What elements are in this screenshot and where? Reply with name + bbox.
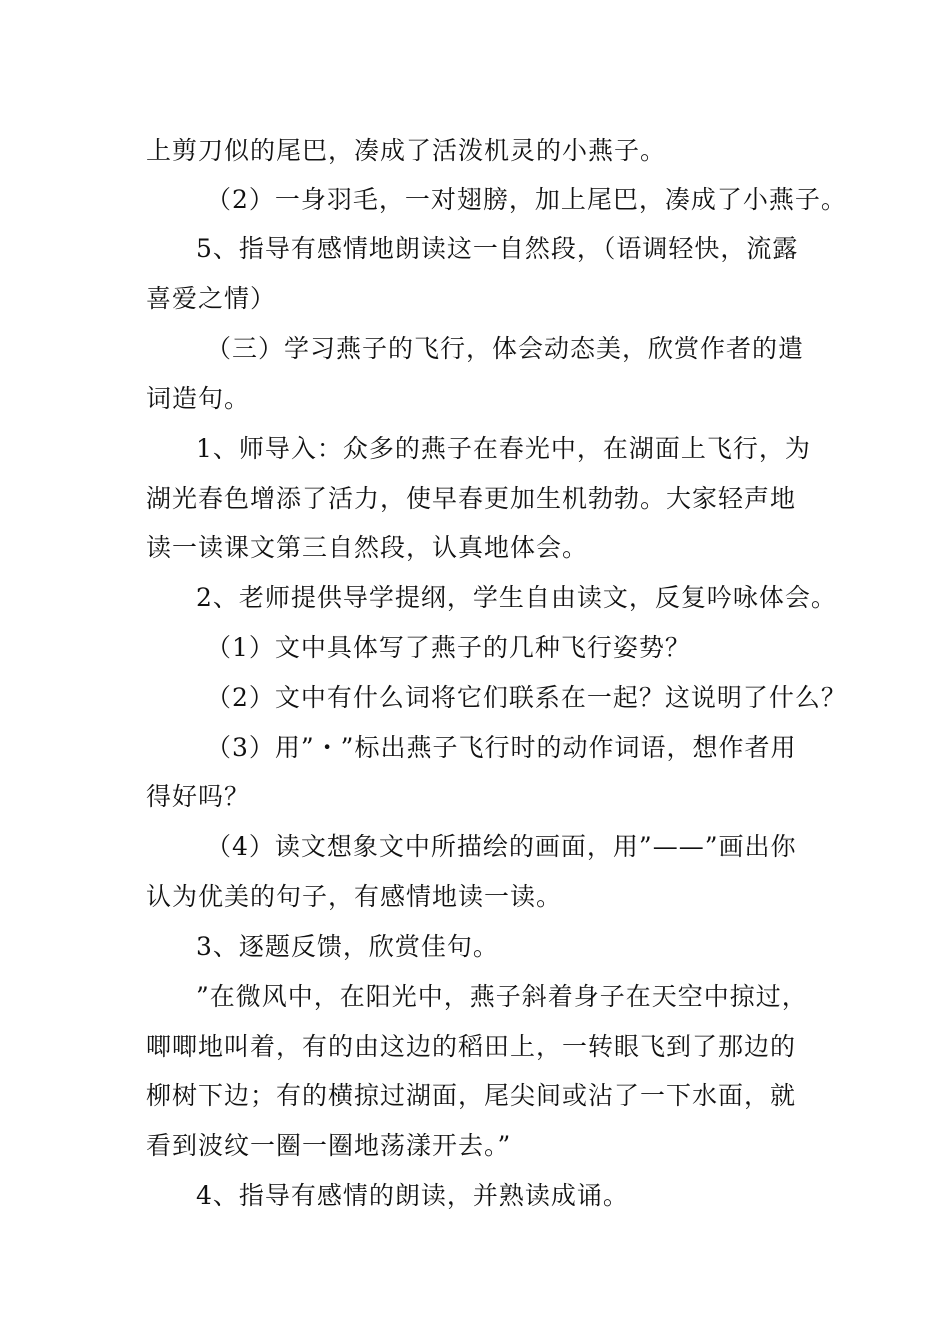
text-line: 5、指导有感情地朗读这一自然段，（语调轻快，流露 (196, 234, 799, 263)
text-line: 喜爱之情） (146, 284, 277, 313)
text-line: ”在微风中，在阳光中，燕子斜着身子在天空中掠过， (196, 982, 808, 1011)
text-line: （2）一身羽毛，一对翅膀，加上尾巴，凑成了小燕子。 (206, 185, 847, 214)
text-line: 读一读课文第三自然段，认真地体会。 (146, 533, 589, 562)
text-line: （1）文中具体写了燕子的几种飞行姿势？ (206, 633, 691, 662)
text-line: 1、师导入：众多的燕子在春光中，在湖面上飞行，为 (196, 434, 811, 463)
text-line: （2）文中有什么词将它们联系在一起？这说明了什么？ (206, 683, 847, 712)
text-line: 看到波纹一圈一圈地荡漾开去。” (146, 1131, 512, 1160)
text-line: 2、老师提供导学提纲，学生自由读文，反复吟咏体会。 (196, 583, 837, 612)
text-line: 3、逐题反馈，欣赏佳句。 (196, 932, 499, 961)
text-line: 词造句。 (146, 384, 251, 413)
text-line: （三）学习燕子的飞行，体会动态美，欣赏作者的遣 (206, 334, 805, 363)
text-line: （4）读文想象文中所描绘的画面，用”——”画出你 (206, 832, 797, 861)
text-line: 湖光春色增添了活力，使早春更加生机勃勃。大家轻声地 (146, 484, 797, 513)
text-line: 认为优美的句子，有感情地读一读。 (146, 882, 563, 911)
text-line: 4、指导有感情的朗读，并熟读成诵。 (196, 1181, 629, 1210)
text-line: （3）用”・”标出燕子飞行时的动作词语，想作者用 (206, 733, 797, 762)
text-line: 上剪刀似的尾巴，凑成了活泼机灵的小燕子。 (146, 136, 667, 165)
text-line: 得好吗？ (146, 782, 251, 811)
text-line: 唧唧地叫着，有的由这边的稻田上，一转眼飞到了那边的 (146, 1032, 797, 1061)
text-line: 柳树下边；有的横掠过湖面，尾尖间或沾了一下水面，就 (146, 1081, 797, 1110)
